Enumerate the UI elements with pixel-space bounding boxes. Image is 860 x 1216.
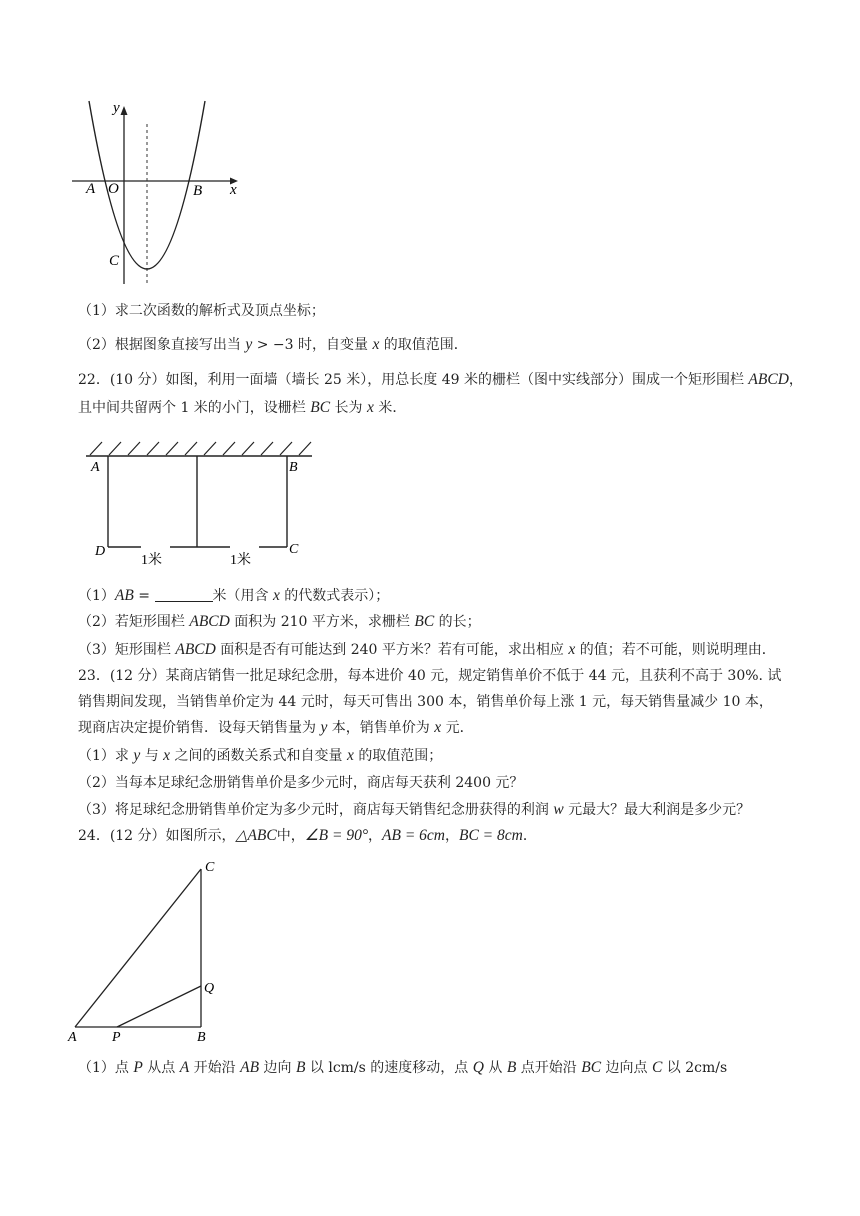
fence-figure (84, 436, 324, 576)
point-b-label: B (193, 183, 203, 199)
q22-part-1: （1）AB = 米（用含 x 的代数式表示）； (78, 587, 390, 604)
q23-part-1: （1）求 y 与 x 之间的函数关系式和自变量 x 的取值范围； (78, 747, 443, 764)
corner-c-label: C (289, 542, 299, 557)
door-2-label: 1米 (230, 553, 251, 568)
point-p-label: P (112, 1030, 121, 1045)
q23-stem-line-2: 销售期间发现，当销售单价定为 44 元时，每天可售出 300 本，销售单价每上涨 1 元，每天销售量减少 10 本， (78, 694, 773, 710)
vertex-c-label: C (205, 860, 215, 875)
corner-a-label: A (91, 460, 100, 475)
parabola-figure (66, 96, 256, 286)
y-axis-label: y (113, 100, 120, 116)
triangle-figure (64, 855, 234, 1047)
vertex-a-label: A (68, 1030, 77, 1045)
q22-stem-line-1: 22．(10 分）如图，利用一面墙（墙长 25 米），用总长度 49 米的栅栏（图中实线部分）围成一个矩形围栏 ABCD， (78, 371, 803, 388)
segment-pq (117, 986, 201, 1027)
vertex-b-label: B (197, 1030, 206, 1045)
point-c-label: C (109, 253, 120, 269)
point-a-label: A (86, 181, 96, 197)
q23-part-2: （2）当每本足球纪念册销售单价是多少元时，商店每天获利 2400 元？ (78, 775, 524, 791)
y-axis-arrow (121, 106, 128, 115)
q24-stem: 24．(12 分）如图所示，△ABC中，∠B = 90°，AB = 6cm，BC = 8cm． (78, 827, 537, 844)
q23-stem-line-1: 23．(12 分）某商店销售一批足球纪念册，每本进价 40 元，规定销售单价不低于 44 元，且获利不高于 30%. 试 (78, 668, 782, 684)
fence-lines (108, 456, 287, 547)
q21-part-1: （1）求二次函数的解析式及顶点坐标； (78, 303, 325, 319)
q22-part-2: （2）若矩形围栏 ABCD 面积为 210 平方米，求栅栏 BC 的长； (78, 613, 481, 630)
corner-d-label: D (95, 544, 106, 559)
wall-hatching (90, 442, 311, 455)
q23-stem-line-3: 现商店决定提价销售．设每天销售量为 y 本，销售单价为 x 元． (78, 719, 474, 736)
door-1-label: 1米 (141, 553, 162, 568)
answer-blank (155, 587, 213, 602)
q22-stem-line-2: 且中间共留两个 1 米的小门，设栅栏 BC 长为 x 米． (78, 399, 407, 416)
corner-b-label: B (289, 460, 298, 475)
triangle-abc (75, 869, 201, 1027)
q21-part-2: （2）根据图象直接写出当 y > −3 时，自变量 x 的取值范围． (78, 336, 468, 353)
origin-label: O (108, 181, 119, 197)
q22-part-3: （3）矩形围栏 ABCD 面积是否有可能达到 240 平方米？若有可能，求出相应 x 的值；若不可能，则说明理由． (78, 641, 776, 658)
q23-part-3: （3）将足球纪念册销售单价定为多少元时，商店每天销售纪念册获得的利润 w 元最大？最大利润是多少元？ (78, 801, 751, 818)
q24-part-1: （1）点 P 从点 A 开始沿 AB 边向 B 以 lcm/s 的速度移动，点 Q 从 B 点开始沿 BC 边向点 C 以 2cm/s (78, 1059, 728, 1076)
x-axis-label: x (230, 182, 237, 198)
point-q-label: Q (204, 981, 215, 996)
